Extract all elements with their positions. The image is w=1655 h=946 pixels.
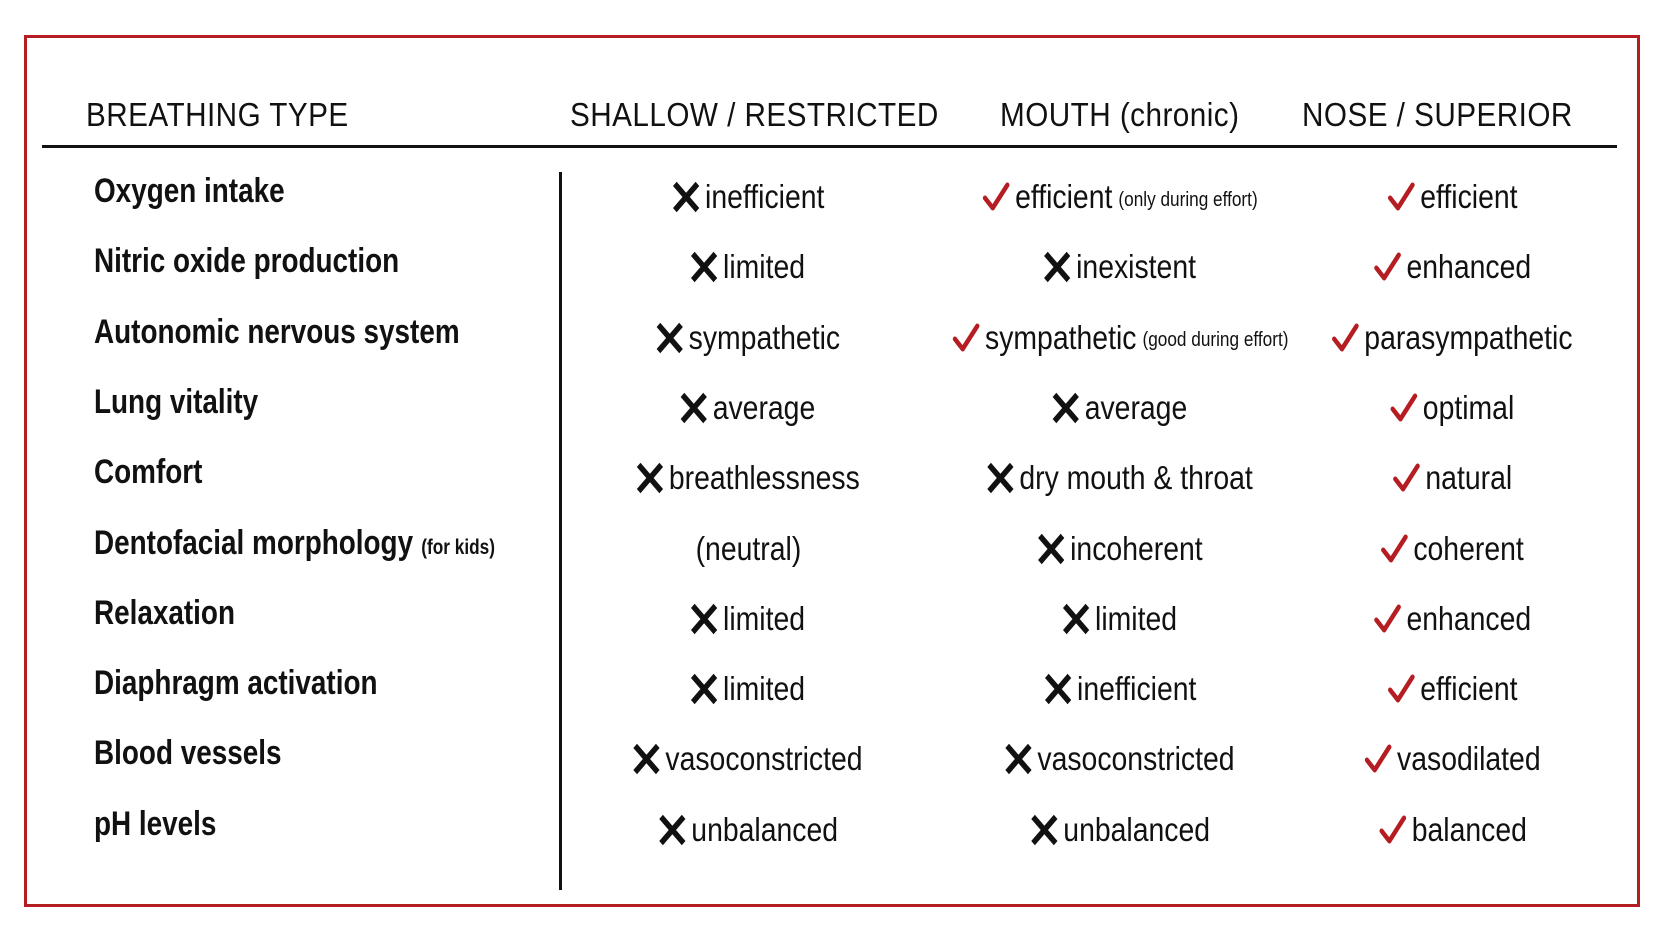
- cell-content: [1044, 670, 1196, 708]
- cell-text: limited: [723, 599, 806, 637]
- row-label: [94, 383, 258, 422]
- cell-text: balanced: [1411, 810, 1527, 848]
- cell-nose: [1300, 242, 1605, 292]
- table-header: [0, 96, 1655, 146]
- cross-icon: [658, 814, 686, 846]
- cell-text: sympathetic: [688, 318, 841, 356]
- cell-text: unbalanced: [690, 810, 838, 848]
- row-label: [94, 453, 202, 492]
- row-label: [94, 594, 235, 633]
- cell-content: [656, 319, 840, 357]
- cell-content: [1374, 600, 1531, 638]
- row-label-text: pH levels: [94, 804, 217, 843]
- cell-text: efficient: [1015, 178, 1113, 215]
- cell-content: [691, 670, 806, 708]
- table-row: [0, 313, 1655, 373]
- cell-text: average: [1085, 388, 1188, 426]
- cross-icon: [636, 462, 664, 494]
- row-label: [94, 242, 399, 281]
- cross-icon: [691, 251, 719, 283]
- check-icon: [1388, 181, 1416, 213]
- cell-shallow: [578, 242, 918, 292]
- cell-content: [658, 811, 837, 849]
- cell-mouth: [930, 524, 1310, 574]
- cell-text: (neutral): [695, 529, 801, 567]
- cell-content: [1390, 389, 1514, 427]
- check-icon: [1374, 603, 1402, 635]
- check-icon: [1393, 462, 1421, 494]
- check-icon: [1379, 814, 1407, 846]
- cell-content: [1379, 811, 1527, 849]
- cross-icon: [691, 603, 719, 635]
- check-icon: [982, 181, 1010, 213]
- cell-text: incoherent: [1070, 529, 1203, 567]
- check-icon: [952, 322, 980, 354]
- table-row: [0, 805, 1655, 865]
- cross-icon: [672, 181, 700, 213]
- cell-shallow: [578, 172, 918, 222]
- cell-text: optimal: [1423, 388, 1515, 426]
- row-label: [94, 805, 216, 844]
- header-shallow: SHALLOW / RESTRICTED: [570, 96, 939, 133]
- cell-content: [691, 248, 806, 286]
- cell-mouth: [930, 664, 1310, 714]
- cell-content: [1381, 530, 1524, 568]
- cell-nose: [1300, 313, 1605, 363]
- cell-text: natural: [1425, 459, 1513, 497]
- cell-note: (good during effort): [1142, 329, 1289, 352]
- cell-mouth: [930, 313, 1310, 363]
- row-label: [94, 313, 460, 352]
- cell-mouth: [930, 734, 1310, 784]
- cell-text: sympathetic: [984, 318, 1137, 356]
- table-row: [0, 383, 1655, 443]
- check-icon: [1390, 392, 1418, 424]
- cell-mouth: [930, 594, 1310, 644]
- cell-content: [1005, 740, 1235, 778]
- cell-content: [1044, 248, 1197, 286]
- check-icon: [1332, 322, 1360, 354]
- cell-content: [636, 459, 860, 497]
- row-label: [94, 734, 281, 773]
- row-label: [94, 524, 495, 563]
- cell-text: enhanced: [1406, 599, 1532, 637]
- row-label-text: Lung vitality: [94, 382, 259, 421]
- cell-text: inexistent: [1076, 248, 1197, 286]
- cell-text: unbalanced: [1062, 810, 1210, 848]
- cell-shallow: [578, 594, 918, 644]
- cell-content: [1332, 319, 1573, 357]
- cell-content: [952, 319, 1288, 357]
- row-label-text: Nitric oxide production: [94, 242, 400, 281]
- cell-content: [672, 178, 824, 216]
- check-icon: [1381, 533, 1409, 565]
- row-label: [94, 664, 378, 703]
- cell-text: coherent: [1413, 529, 1525, 567]
- cell-shallow: [578, 453, 918, 503]
- cell-nose: [1300, 453, 1605, 503]
- row-label-text: Dentofacial morphology: [94, 523, 414, 562]
- cell-shallow: [578, 734, 918, 784]
- cell-content: [695, 530, 801, 568]
- cell-shallow: [578, 805, 918, 855]
- cell-content: [1052, 389, 1187, 427]
- cell-text: vasoconstricted: [665, 740, 863, 778]
- cell-mouth: [930, 805, 1310, 855]
- cell-text: enhanced: [1406, 248, 1532, 286]
- cell-nose: [1300, 734, 1605, 784]
- cell-nose: [1300, 664, 1605, 714]
- cell-shallow: [578, 524, 918, 574]
- check-icon: [1388, 673, 1416, 705]
- cell-text: dry mouth & throat: [1019, 459, 1254, 497]
- cell-content: [633, 740, 863, 778]
- cross-icon: [691, 673, 719, 705]
- cell-shallow: [578, 313, 918, 363]
- cell-content: [987, 459, 1253, 497]
- row-label-text: Relaxation: [94, 593, 236, 632]
- cross-icon: [1063, 603, 1091, 635]
- cell-mouth: [930, 383, 1310, 433]
- table-row: [0, 453, 1655, 513]
- table-row: [0, 664, 1655, 724]
- cell-mouth: [930, 242, 1310, 292]
- table-row: [0, 734, 1655, 794]
- cross-icon: [1044, 251, 1072, 283]
- cross-icon: [680, 392, 708, 424]
- cell-text: parasympathetic: [1364, 318, 1573, 356]
- header-breathing-type: BREATHING TYPE: [86, 96, 349, 133]
- cell-content: [1388, 178, 1518, 216]
- cell-text: efficient: [1420, 670, 1518, 708]
- row-label-note: (for kids): [421, 535, 495, 559]
- cell-text: inefficient: [1076, 670, 1197, 708]
- table-row: [0, 594, 1655, 654]
- cell-shallow: [578, 383, 918, 433]
- row-label-text: Oxygen intake: [94, 172, 285, 210]
- cell-text: vasodilated: [1397, 740, 1541, 778]
- table-row: [0, 242, 1655, 302]
- cell-text: vasoconstricted: [1037, 740, 1235, 778]
- header-divider: [42, 145, 1617, 148]
- table-row: [0, 172, 1655, 232]
- row-label-text: Comfort: [94, 453, 203, 492]
- cross-icon: [1030, 814, 1058, 846]
- header-nose: NOSE / SUPERIOR: [1302, 96, 1573, 133]
- cross-icon: [656, 322, 684, 354]
- cell-nose: [1300, 383, 1605, 433]
- cell-content: [1030, 811, 1209, 849]
- cross-icon: [1044, 673, 1072, 705]
- cell-text: average: [713, 388, 816, 426]
- cell-mouth: [930, 453, 1310, 503]
- cell-note: (only during effort): [1118, 188, 1258, 211]
- row-label: [94, 172, 285, 211]
- cell-text: inefficient: [704, 178, 825, 215]
- cell-nose: [1300, 524, 1605, 574]
- cross-icon: [1052, 392, 1080, 424]
- row-label-text: Autonomic nervous system: [94, 312, 460, 351]
- cell-content: [1364, 740, 1540, 778]
- cell-text: limited: [1095, 599, 1178, 637]
- row-label-text: Blood vessels: [94, 734, 282, 773]
- cell-mouth: [930, 172, 1310, 222]
- cell-text: efficient: [1420, 178, 1518, 215]
- header-mouth: MOUTH (chronic): [1000, 96, 1240, 133]
- check-icon: [1364, 743, 1392, 775]
- cell-content: [982, 178, 1257, 216]
- cell-text: limited: [723, 670, 806, 708]
- cell-content: [1063, 600, 1178, 638]
- cross-icon: [1037, 533, 1065, 565]
- cross-icon: [1005, 743, 1033, 775]
- check-icon: [1374, 251, 1402, 283]
- cell-content: [680, 389, 815, 427]
- cell-text: breathlessness: [668, 459, 860, 497]
- cell-nose: [1300, 805, 1605, 855]
- cell-nose: [1300, 594, 1605, 644]
- cell-content: [1374, 248, 1531, 286]
- row-label-text: Diaphragm activation: [94, 664, 378, 703]
- cell-content: [691, 600, 806, 638]
- cell-content: [1037, 530, 1202, 568]
- cell-content: [1393, 459, 1512, 497]
- cell-shallow: [578, 664, 918, 714]
- cell-text: limited: [723, 248, 806, 286]
- table-row: [0, 524, 1655, 584]
- cell-content: [1388, 670, 1518, 708]
- cross-icon: [633, 743, 661, 775]
- cross-icon: [987, 462, 1015, 494]
- cell-nose: [1300, 172, 1605, 222]
